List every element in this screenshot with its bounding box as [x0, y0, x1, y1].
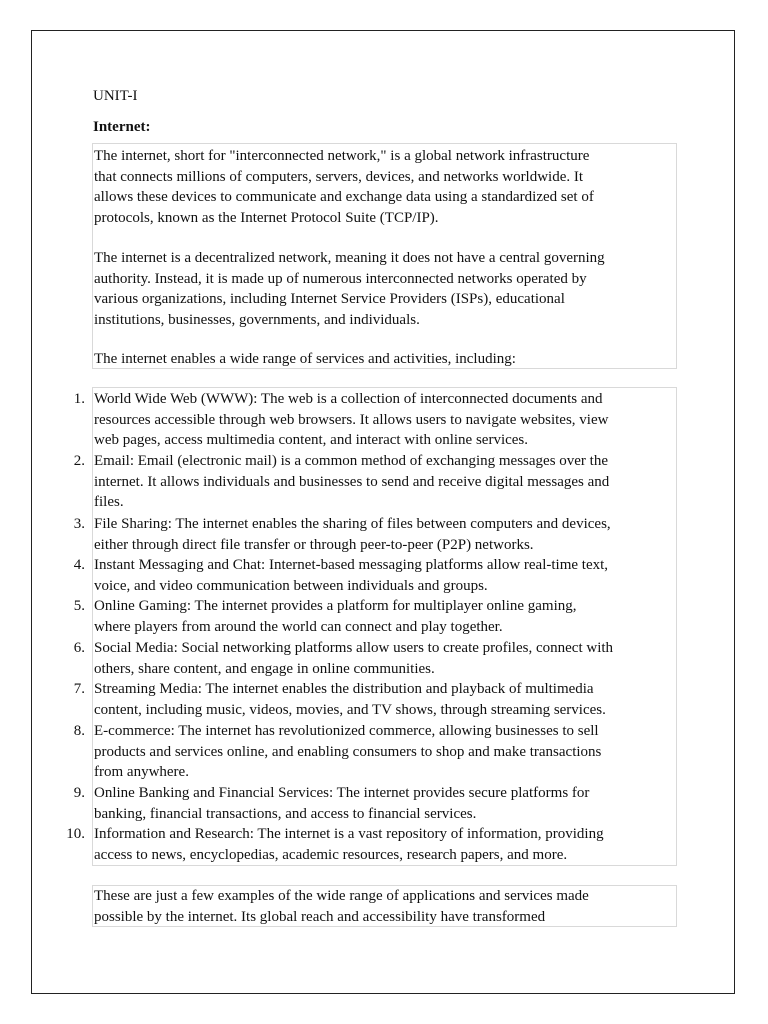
list-item-text: Information and Research: The internet is a vast repository of information, providing access to news, encyclopedias, academic resources, research papers, and more.: [94, 826, 604, 863]
list-item-number: 3.: [73, 516, 85, 532]
list-item-text: Online Gaming: The internet provides a platform for multiplayer online gaming, where players from around the world can connect and play together.: [94, 598, 577, 635]
closing-text-box: [92, 885, 677, 927]
intro-text-box: [92, 143, 677, 369]
list-item-number: 6.: [73, 640, 85, 656]
list-item-text: Email: Email (electronic mail) is a common method of exchanging messages over the internet. It allows individuals and businesses to send and receive digital messages and files.: [94, 453, 610, 511]
closing-paragraph: These are just a few examples of the wide range of applications and services made possible by the internet. Its global reach and accessibility have transformed: [94, 888, 589, 925]
list-item-text: Social Media: Social networking platforms allow users to create profiles, connect with others, share content, and engage in online communities.: [94, 640, 614, 677]
list-item-text: Online Banking and Financial Services: The internet provides secure platforms for banking, financial transactions, and access to financial services.: [94, 785, 590, 822]
unit-heading: UNIT-I: [93, 88, 138, 104]
list-item-number: 4.: [73, 557, 85, 573]
intro-paragraph: The internet enables a wide range of services and activities, including:: [94, 351, 516, 367]
services-list: [66, 387, 677, 866]
list-item-text: Streaming Media: The internet enables the distribution and playback of multimedia content, including music, videos, movies, and TV shows, through streaming services.: [94, 681, 606, 718]
list-item-text: Instant Messaging and Chat: Internet-based messaging platforms allow real-time text, voice, and video communication between individuals and groups.: [94, 557, 609, 594]
list-item-number: 1.: [73, 391, 85, 407]
list-item-number: 8.: [73, 723, 85, 739]
list-item-text: E-commerce: The internet has revolutionized commerce, allowing businesses to sell products and services online, and enabling consumers to shop and make transactions from anywhere.: [94, 723, 602, 781]
list-item-number: 7.: [73, 681, 85, 697]
list-item-text: File Sharing: The internet enables the sharing of files between computers and devices, either through direct file transfer or through peer-to-peer (P2P) networks.: [94, 516, 611, 553]
list-item-number: 9.: [73, 785, 85, 801]
list-item-number: 5.: [73, 598, 85, 614]
list-item-number: 2.: [73, 453, 85, 469]
intro-paragraph: The internet, short for "interconnected network," is a global network infrastructure that connects millions of computers, servers, devices, and networks worldwide. It allows these devices to communicate and exchange data using a standardized set of protocols, known as the Internet Protocol Suite (TCP/IP).: [94, 148, 594, 226]
section-title: Internet:: [93, 119, 151, 135]
intro-paragraph: The internet is a decentralized network, meaning it does not have a central governing authority. Instead, it is made up of numerous interconnected networks operated by various organizations, including Internet Service Providers (ISPs), educational institutions, businesses, governments, and individuals.: [94, 250, 605, 328]
list-item-text: World Wide Web (WWW): The web is a collection of interconnected documents and resources accessible through web browsers. It allows users to navigate websites, view web pages, access multimedia content, and interact with online services.: [94, 391, 609, 449]
list-item-number: 10.: [66, 826, 85, 842]
